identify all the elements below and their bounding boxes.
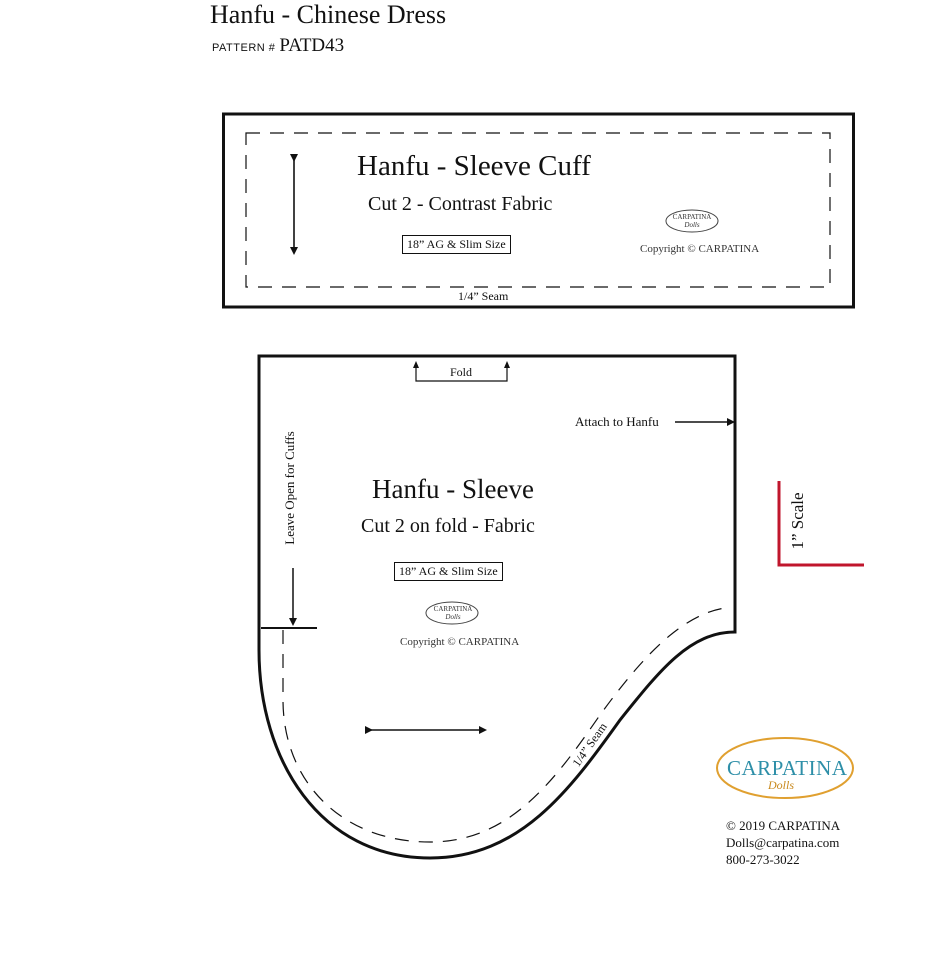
scale-label: 1” Scale [788,492,807,550]
cuff-seam-label: 1/4” Seam [458,289,509,303]
cuff-copyright: Copyright © CARPATINA [640,243,760,255]
sleeve-seam-label: 1/4” Seam [569,720,610,770]
pattern-prefix: PATTERN # [212,42,276,54]
sleeve-mini-logo-sub: Dolls [445,613,461,621]
cuff-cut-instruction: Cut 2 - Contrast Fabric [368,193,553,215]
sleeve-title: Hanfu - Sleeve [372,474,534,504]
sleeve-mini-logo [427,605,479,621]
attach-label: Attach to Hanfu [575,414,659,429]
cuff-title: Hanfu - Sleeve Cuff [357,150,591,182]
sleeve-outline [259,356,735,858]
sleeve-cut-instruction: Cut 2 on fold - Fabric [361,515,535,537]
pattern-title: Hanfu - Chinese Dress [210,0,447,29]
cuff-size-label: 18” AG & Slim Size [402,235,511,254]
sleeve-mini-logo-name: CARPATINA [433,605,473,613]
pattern-code: PATD43 [279,35,345,56]
contact-phone: 800-273-3022 [726,852,800,867]
sleeve-copyright: Copyright © CARPATINA [400,636,520,648]
contact-copyright: © 2019 CARPATINA [726,818,841,833]
cuff-mini-logo-name: CARPATINA [672,213,712,221]
fold-arrow-right-icon [504,361,510,368]
cuff-mini-logo [666,213,718,229]
brand-logo-sub: Dolls [768,778,795,792]
fold-arrow-left-icon [413,361,419,368]
sleeve-size-label: 18” AG & Slim Size [394,562,503,581]
contact-email: Dolls@carpatina.com [726,835,840,850]
fold-label: Fold [450,365,473,379]
leave-open-label: Leave Open for Cuffs [282,431,297,545]
brand-logo-name: CARPATINA [727,756,848,780]
cuff-mini-logo-sub: Dolls [684,221,700,229]
